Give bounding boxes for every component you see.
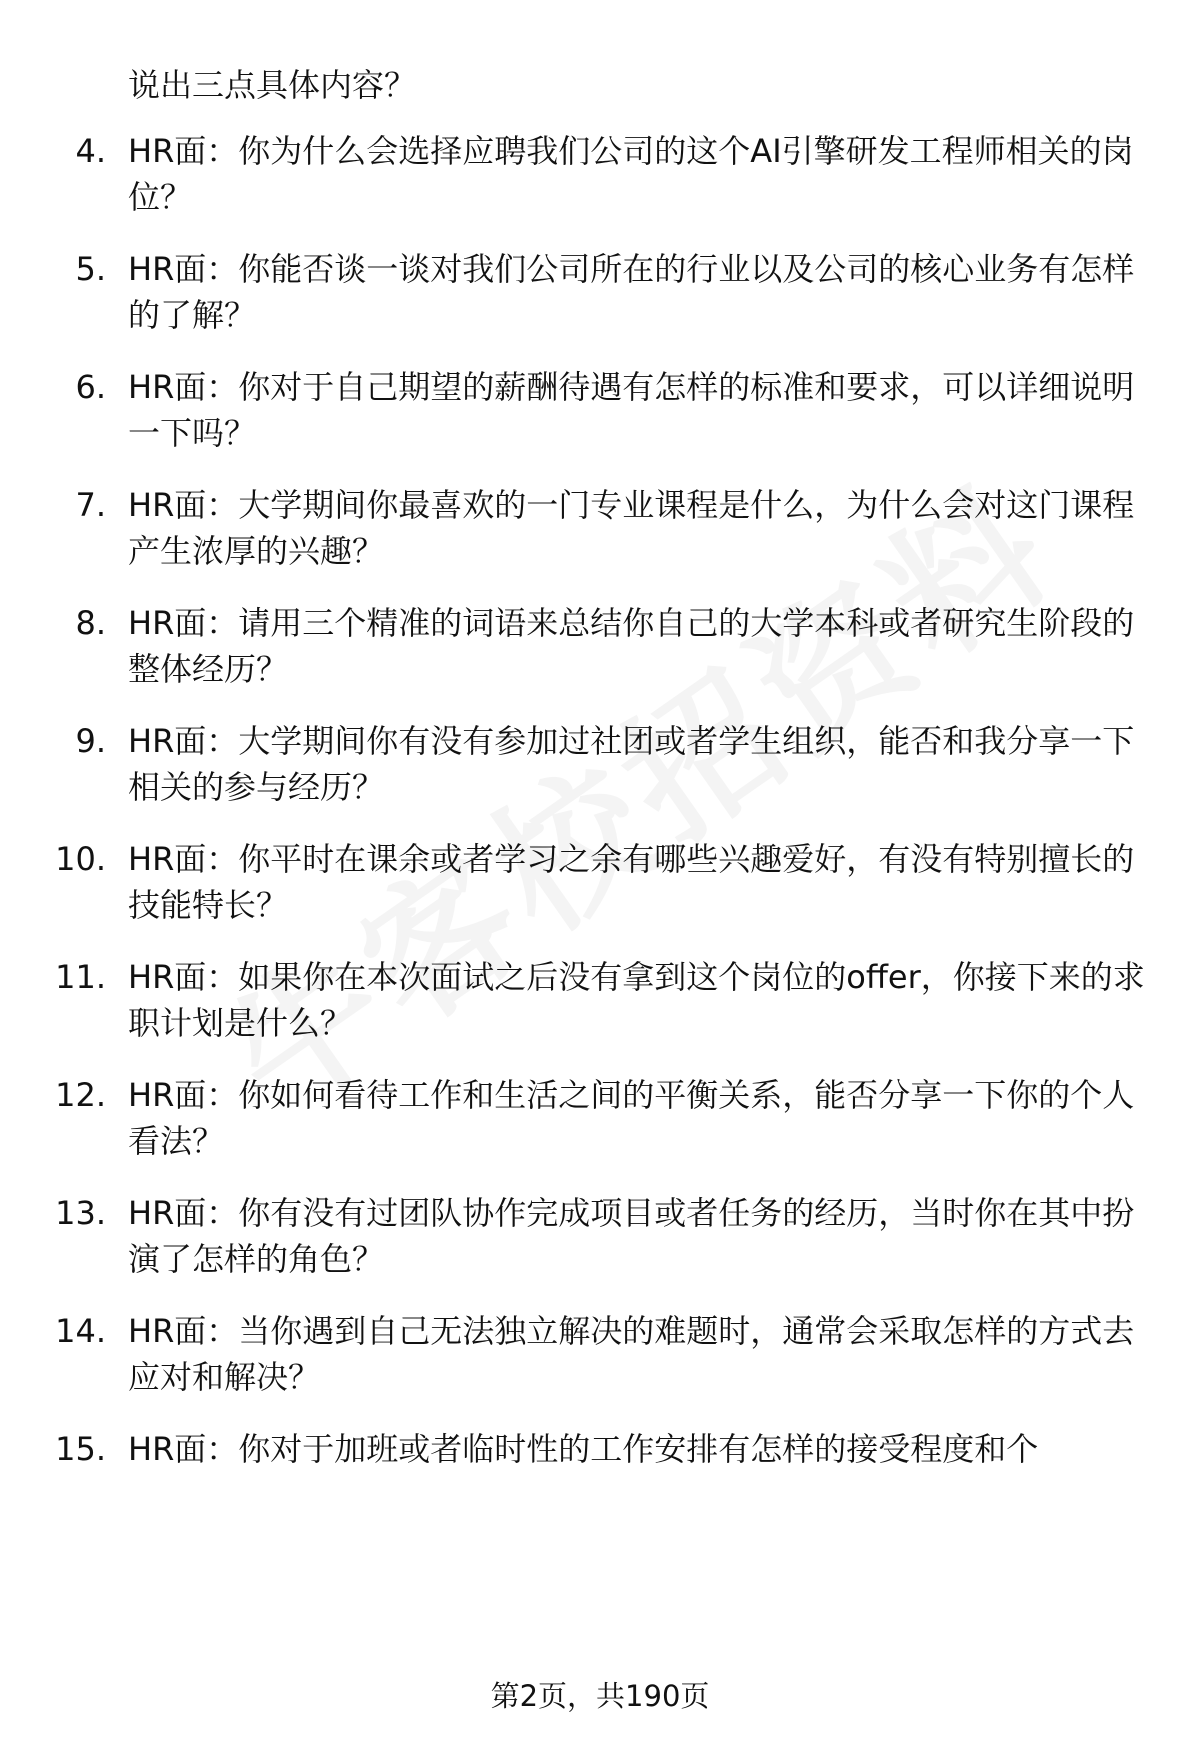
question-number: 7. <box>75 486 106 524</box>
list-item <box>0 836 1200 936</box>
list-item <box>0 482 1200 582</box>
question-number: 4. <box>75 132 106 170</box>
question-number: 12. <box>55 1076 106 1114</box>
question-number: 13. <box>55 1194 106 1232</box>
list-item <box>0 1308 1200 1408</box>
question-text: HR面：你对于加班或者临时性的工作安排有怎样的接受程度和个 <box>128 1430 1039 1468</box>
question-number: 9. <box>75 722 106 760</box>
question-text: HR面：当你遇到自己无法独立解决的难题时，通常会采取怎样的方式去应对和解决？ <box>128 1312 1135 1396</box>
question-number: 5. <box>75 250 106 288</box>
question-text: HR面：你如何看待工作和生活之间的平衡关系，能否分享一下你的个人看法？ <box>128 1076 1135 1160</box>
question-text: HR面：大学期间你最喜欢的一门专业课程是什么，为什么会对这门课程产生浓厚的兴趣？ <box>128 486 1135 570</box>
question-text: HR面：你平时在课余或者学习之余有哪些兴趣爱好，有没有特别擅长的技能特长？ <box>128 840 1135 924</box>
continued-question-text: 说出三点具体内容？ <box>128 66 417 104</box>
question-text: HR面：你为什么会选择应聘我们公司的这个AI引擎研发工程师相关的岗位？ <box>128 132 1134 216</box>
question-text: HR面：你能否谈一谈对我们公司所在的行业以及公司的核心业务有怎样的了解？ <box>128 250 1135 334</box>
question-number: 8. <box>75 604 106 642</box>
question-text: HR面：你有没有过团队协作完成项目或者任务的经历，当时你在其中扮演了怎样的角色？ <box>128 1194 1135 1278</box>
question-text: HR面：请用三个精准的词语来总结你自己的大学本科或者研究生阶段的整体经历？ <box>128 604 1135 688</box>
list-item <box>0 128 1200 228</box>
page-number-footer: 第2页，共190页 <box>490 1679 710 1713</box>
list-item <box>0 364 1200 464</box>
question-text: HR面：大学期间你有没有参加过社团或者学生组织，能否和我分享一下相关的参与经历？ <box>128 722 1135 806</box>
list-item <box>0 1426 1200 1486</box>
list-item <box>0 1072 1200 1172</box>
question-text: HR面：你对于自己期望的薪酬待遇有怎样的标准和要求，可以详细说明一下吗？ <box>128 368 1135 452</box>
list-item <box>0 954 1200 1054</box>
question-number: 15. <box>55 1430 106 1468</box>
list-item <box>0 1190 1200 1290</box>
list-item <box>0 600 1200 700</box>
question-number: 14. <box>55 1312 106 1350</box>
list-item <box>0 246 1200 346</box>
question-number: 11. <box>55 958 106 996</box>
list-item <box>0 718 1200 818</box>
question-text: HR面：如果你在本次面试之后没有拿到这个岗位的offer，你接下来的求职计划是什么？ <box>128 958 1145 1042</box>
question-number: 6. <box>75 368 106 406</box>
question-number: 10. <box>55 840 106 878</box>
